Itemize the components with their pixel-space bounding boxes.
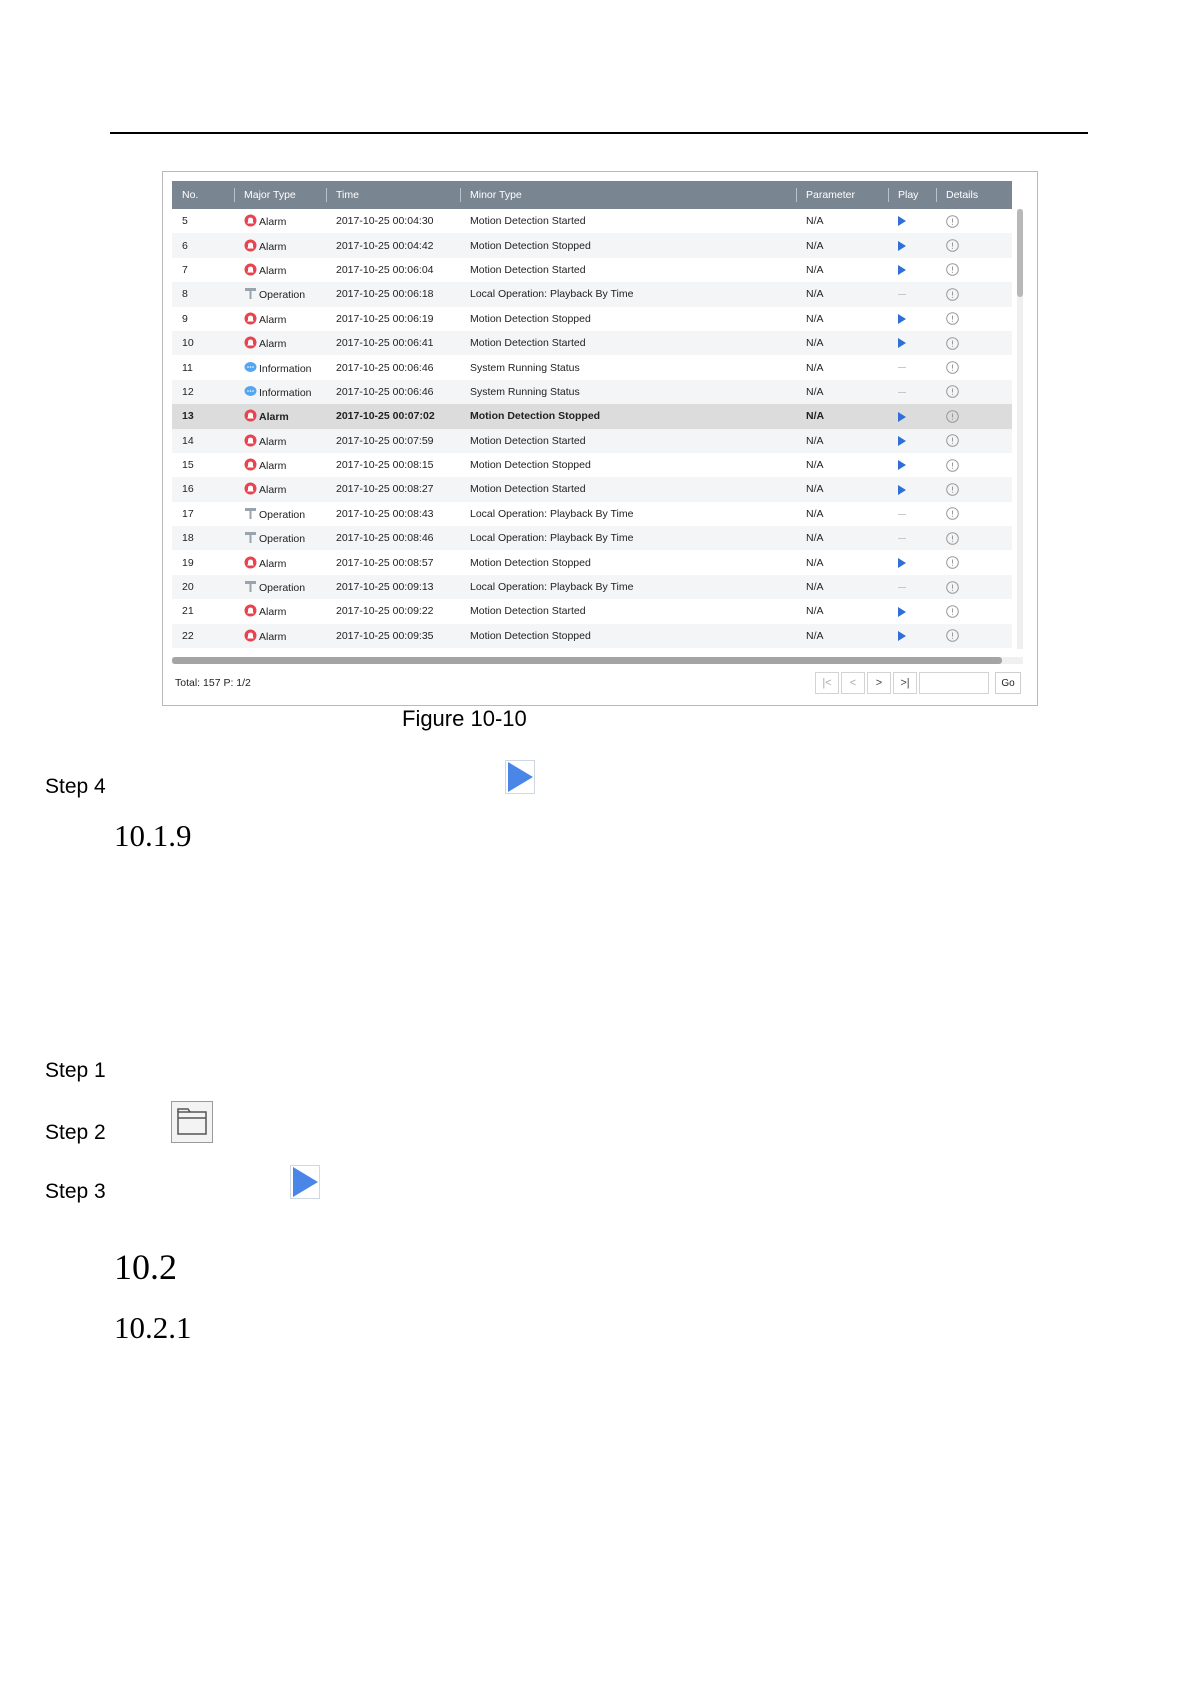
play-unavailable-icon (898, 538, 906, 539)
cell-details[interactable] (936, 550, 1012, 574)
cell-parameter: N/A (806, 215, 824, 228)
cell-no: 12 (172, 380, 234, 404)
cell-major-type (234, 331, 326, 355)
cell-major-type (234, 526, 326, 550)
cell-play[interactable] (888, 404, 936, 428)
cell-no: 17 (182, 507, 194, 520)
operation-icon (244, 287, 257, 300)
alarm-icon (244, 336, 257, 349)
play-unavailable-icon (898, 294, 906, 295)
cell-details[interactable] (936, 599, 1012, 623)
next-page-icon: > (875, 677, 883, 689)
play-icon[interactable] (898, 485, 906, 495)
table-row[interactable] (172, 453, 1012, 477)
header-details[interactable]: Details (936, 181, 1012, 209)
cell-no: 9 (182, 312, 188, 325)
play-icon[interactable] (898, 558, 906, 568)
cell-parameter: N/A (796, 380, 888, 404)
cell-minor-type: Motion Detection Started (470, 263, 586, 276)
details-icon[interactable] (946, 434, 959, 447)
table-row[interactable] (172, 550, 1012, 574)
table-row[interactable] (172, 404, 1012, 428)
cell-details[interactable] (936, 380, 1012, 404)
cell-time: 2017-10-25 00:07:59 (326, 429, 460, 453)
cell-parameter: N/A (806, 361, 824, 374)
last-page-icon: >| (900, 677, 910, 689)
cell-play[interactable] (888, 209, 936, 233)
cell-no: 7 (182, 263, 188, 276)
cell-play (888, 380, 936, 404)
cell-details[interactable] (936, 502, 1012, 526)
cell-time: 2017-10-25 00:04:30 (336, 215, 434, 228)
prev-page-button[interactable] (841, 672, 865, 694)
cell-major-type (234, 233, 326, 257)
vertical-scrollbar-thumb[interactable] (1017, 209, 1023, 297)
major-type-label: Alarm (259, 216, 287, 229)
cell-details[interactable] (936, 209, 1012, 233)
cell-major-type (234, 550, 326, 574)
log-table-body (172, 209, 1012, 648)
cell-parameter: N/A (806, 459, 824, 472)
major-type-label: Alarm (259, 338, 287, 351)
table-row[interactable] (172, 380, 1012, 404)
details-icon[interactable] (946, 410, 959, 423)
cell-time: 2017-10-25 00:06:41 (326, 331, 460, 355)
major-type-label: Alarm (259, 557, 287, 570)
cell-major-type (234, 624, 326, 648)
major-type-label: Operation (259, 533, 306, 546)
cell-minor-type: Local Operation: Playback By Time (460, 575, 796, 599)
cell-time: 2017-10-25 00:07:02 (326, 404, 460, 428)
cell-minor-type: System Running Status (470, 361, 580, 374)
details-icon[interactable] (946, 483, 959, 496)
step-2-label: Step 2 (45, 1121, 106, 1144)
details-icon[interactable] (946, 239, 959, 252)
cell-parameter: N/A (806, 507, 824, 520)
alarm-icon (244, 482, 257, 495)
table-row[interactable] (172, 477, 1012, 501)
play-icon[interactable] (898, 607, 906, 617)
details-icon[interactable] (946, 361, 959, 374)
cell-minor-type: Motion Detection Stopped (460, 233, 796, 257)
table-row[interactable] (172, 233, 1012, 257)
details-icon[interactable] (946, 605, 959, 618)
cell-time: 2017-10-25 00:06:19 (336, 312, 434, 325)
total-page-status: Total: 157 P: 1/2 (175, 677, 251, 689)
cell-no: 19 (182, 556, 194, 569)
details-icon[interactable] (946, 337, 959, 350)
alarm-icon (244, 239, 257, 252)
cell-details[interactable] (936, 526, 1012, 550)
first-page-button[interactable] (815, 672, 839, 694)
table-row[interactable] (172, 209, 1012, 233)
cell-time: 2017-10-25 00:08:46 (326, 526, 460, 550)
cell-minor-type: Local Operation: Playback By Time (460, 526, 796, 550)
play-unavailable-icon (898, 392, 906, 393)
horizontal-scrollbar[interactable] (172, 657, 1023, 664)
major-type-label: Alarm (259, 630, 287, 643)
cell-parameter: N/A (806, 605, 824, 618)
table-row[interactable] (172, 526, 1012, 550)
play-icon[interactable] (898, 460, 906, 470)
play-icon[interactable] (898, 631, 906, 641)
alarm-icon (244, 312, 257, 325)
cell-details[interactable] (936, 355, 1012, 379)
cell-time: 2017-10-25 00:09:35 (326, 624, 460, 648)
cell-parameter: N/A (796, 526, 888, 550)
major-type-label: Alarm (259, 435, 287, 448)
cell-play[interactable] (888, 233, 936, 257)
figure-caption: Figure 10-10 (402, 706, 527, 731)
cell-play (888, 502, 936, 526)
cell-major-type (234, 355, 326, 379)
cell-parameter: N/A (796, 404, 888, 428)
major-type-label: Operation (259, 289, 306, 302)
cell-minor-type: Local Operation: Playback By Time (470, 507, 634, 520)
page-header-rule (110, 132, 1088, 134)
play-unavailable-icon (898, 587, 906, 588)
cell-details[interactable] (936, 307, 1012, 331)
major-type-label: Operation (259, 582, 306, 595)
major-type-label: Information (259, 362, 312, 375)
details-icon[interactable] (946, 556, 959, 569)
cell-parameter: N/A (806, 556, 824, 569)
details-icon[interactable] (946, 263, 959, 276)
major-type-label: Alarm (259, 264, 287, 277)
cell-minor-type: Local Operation: Playback By Time (460, 282, 796, 306)
step-3-label: Step 3 (45, 1180, 106, 1203)
cell-time: 2017-10-25 00:09:22 (336, 605, 434, 618)
cell-no: 6 (172, 233, 234, 257)
cell-minor-type: Motion Detection Stopped (460, 404, 796, 428)
cell-major-type (234, 209, 326, 233)
details-icon[interactable] (946, 507, 959, 520)
table-row[interactable] (172, 307, 1012, 331)
cell-major-type (234, 282, 326, 306)
play-icon[interactable] (898, 216, 906, 226)
cell-no: 16 (172, 477, 234, 501)
folder-icon (171, 1101, 213, 1148)
table-row[interactable] (172, 599, 1012, 623)
header-parameter[interactable]: Parameter (796, 181, 888, 209)
details-icon[interactable] (946, 629, 959, 642)
operation-icon (244, 531, 257, 544)
cell-minor-type: Motion Detection Started (470, 605, 586, 618)
cell-minor-type: Motion Detection Started (470, 215, 586, 228)
cell-details[interactable] (936, 233, 1012, 257)
cell-details[interactable] (936, 404, 1012, 428)
play-icon[interactable] (898, 412, 906, 422)
header-minor-type[interactable]: Minor Type (460, 181, 796, 209)
cell-parameter: N/A (796, 429, 888, 453)
cell-major-type (234, 477, 326, 501)
table-row[interactable] (172, 355, 1012, 379)
operation-icon (244, 507, 257, 520)
cell-details[interactable] (936, 331, 1012, 355)
cell-major-type (234, 307, 326, 331)
major-type-label: Information (259, 386, 312, 399)
play-unavailable-icon (898, 367, 906, 368)
details-icon[interactable] (946, 288, 959, 301)
major-type-label: Alarm (259, 411, 289, 424)
major-type-label: Operation (259, 508, 306, 521)
section-heading-10-2-1: 10.2.1 (114, 1310, 192, 1345)
play-icon[interactable] (898, 241, 906, 251)
cell-no: 22 (172, 624, 234, 648)
cell-minor-type: Motion Detection Stopped (470, 312, 591, 325)
cell-major-type (234, 429, 326, 453)
table-row[interactable] (172, 331, 1012, 355)
cell-no: 13 (172, 404, 234, 428)
details-icon[interactable] (946, 532, 959, 545)
next-page-button[interactable] (867, 672, 891, 694)
cell-major-type (234, 502, 326, 526)
go-button[interactable]: Go (995, 672, 1021, 694)
cell-minor-type: System Running Status (460, 380, 796, 404)
cell-minor-type: Motion Detection Stopped (470, 556, 591, 569)
cell-parameter: N/A (796, 233, 888, 257)
horizontal-scrollbar-thumb[interactable] (172, 657, 1002, 664)
cell-time: 2017-10-25 00:04:42 (326, 233, 460, 257)
cell-parameter: N/A (796, 282, 888, 306)
operation-icon (244, 580, 257, 593)
header-time[interactable]: Time (326, 181, 460, 209)
cell-details[interactable] (936, 477, 1012, 501)
header-major-type[interactable]: Major Type (234, 181, 326, 209)
alarm-icon (244, 434, 257, 447)
details-icon[interactable] (946, 581, 959, 594)
cell-time: 2017-10-25 00:09:13 (326, 575, 460, 599)
cell-no: 15 (182, 459, 194, 472)
cell-parameter: N/A (796, 624, 888, 648)
cell-no: 14 (172, 429, 234, 453)
cell-major-type (234, 380, 326, 404)
alarm-icon (244, 458, 257, 471)
cell-no: 5 (182, 215, 188, 228)
alarm-icon (244, 409, 257, 422)
major-type-label: Alarm (259, 460, 287, 473)
prev-page-icon: < (849, 677, 857, 689)
cell-details[interactable] (936, 429, 1012, 453)
section-heading-10-2: 10.2 (114, 1247, 177, 1287)
cell-no: 10 (172, 331, 234, 355)
play-icon[interactable] (898, 314, 906, 324)
table-header-row (172, 181, 1012, 209)
cell-major-type (234, 258, 326, 282)
details-icon[interactable] (946, 459, 959, 472)
cell-details[interactable] (936, 624, 1012, 648)
cell-parameter: N/A (796, 331, 888, 355)
table-row[interactable] (172, 575, 1012, 599)
table-row[interactable] (172, 624, 1012, 648)
cell-no: 21 (182, 605, 194, 618)
page-number-input[interactable] (919, 672, 989, 694)
cell-no: 11 (182, 361, 193, 374)
table-row[interactable] (172, 258, 1012, 282)
table-row[interactable] (172, 429, 1012, 453)
details-icon[interactable] (946, 385, 959, 398)
cell-major-type (234, 575, 326, 599)
cell-play (888, 526, 936, 550)
cell-parameter: N/A (806, 312, 824, 325)
play-icon (290, 1165, 320, 1204)
cell-minor-type: Motion Detection Started (460, 331, 796, 355)
alarm-icon (244, 263, 257, 276)
first-page-icon: |< (822, 677, 832, 689)
step-4-label: Step 4 (45, 775, 106, 798)
cell-play[interactable] (888, 599, 936, 623)
cell-time: 2017-10-25 00:08:43 (336, 507, 434, 520)
cell-time: 2017-10-25 00:06:18 (326, 282, 460, 306)
cell-play[interactable] (888, 624, 936, 648)
cell-time: 2017-10-25 00:06:04 (336, 263, 434, 276)
cell-minor-type: Motion Detection Started (460, 429, 796, 453)
cell-details[interactable] (936, 575, 1012, 599)
alarm-icon (244, 214, 257, 227)
log-table (172, 181, 1012, 648)
cell-minor-type: Motion Detection Started (460, 477, 796, 501)
header-no[interactable]: No. (172, 181, 234, 209)
header-play[interactable]: Play (888, 181, 936, 209)
cell-major-type (234, 453, 326, 477)
last-page-button[interactable] (893, 672, 917, 694)
cell-details[interactable] (936, 282, 1012, 306)
play-unavailable-icon (898, 514, 906, 515)
vertical-scrollbar[interactable] (1017, 209, 1023, 649)
cell-play[interactable] (888, 453, 936, 477)
play-icon[interactable] (898, 265, 906, 275)
alarm-icon (244, 629, 257, 642)
cell-time: 2017-10-25 00:06:46 (326, 380, 460, 404)
cell-play[interactable] (888, 258, 936, 282)
log-search-screenshot (162, 171, 1038, 706)
cell-time: 2017-10-25 00:08:57 (336, 556, 434, 569)
cell-no: 20 (172, 575, 234, 599)
log-table-area (172, 181, 1023, 649)
cell-play[interactable] (888, 307, 936, 331)
cell-time: 2017-10-25 00:08:27 (326, 477, 460, 501)
major-type-label: Alarm (259, 240, 287, 253)
alarm-icon (244, 556, 257, 569)
major-type-label: Alarm (259, 313, 287, 326)
cell-parameter: N/A (806, 263, 824, 276)
table-row[interactable] (172, 502, 1012, 526)
cell-play[interactable] (888, 550, 936, 574)
cell-no: 18 (172, 526, 234, 550)
cell-details[interactable] (936, 258, 1012, 282)
cell-play[interactable] (888, 429, 936, 453)
details-icon[interactable] (946, 312, 959, 325)
information-icon (244, 361, 257, 374)
cell-minor-type: Motion Detection Stopped (470, 459, 591, 472)
step-1-label: Step 1 (45, 1059, 106, 1082)
information-icon (244, 385, 257, 398)
play-icon[interactable] (898, 436, 906, 446)
table-row[interactable] (172, 282, 1012, 306)
cell-details[interactable] (936, 453, 1012, 477)
major-type-label: Alarm (259, 606, 287, 619)
cell-major-type (234, 404, 326, 428)
cell-parameter: N/A (796, 575, 888, 599)
cell-minor-type: Motion Detection Stopped (460, 624, 796, 648)
cell-play (888, 282, 936, 306)
cell-major-type (234, 599, 326, 623)
major-type-label: Alarm (259, 484, 287, 497)
cell-play (888, 355, 936, 379)
cell-play[interactable] (888, 477, 936, 501)
cell-parameter: N/A (796, 477, 888, 501)
section-heading-10-1-9: 10.1.9 (114, 818, 192, 853)
cell-no: 8 (172, 282, 234, 306)
cell-time: 2017-10-25 00:08:15 (336, 459, 434, 472)
play-icon[interactable] (898, 338, 906, 348)
details-icon[interactable] (946, 215, 959, 228)
cell-play[interactable] (888, 331, 936, 355)
alarm-icon (244, 604, 257, 617)
cell-play (888, 575, 936, 599)
cell-time: 2017-10-25 00:06:46 (336, 361, 434, 374)
play-icon (505, 760, 535, 799)
